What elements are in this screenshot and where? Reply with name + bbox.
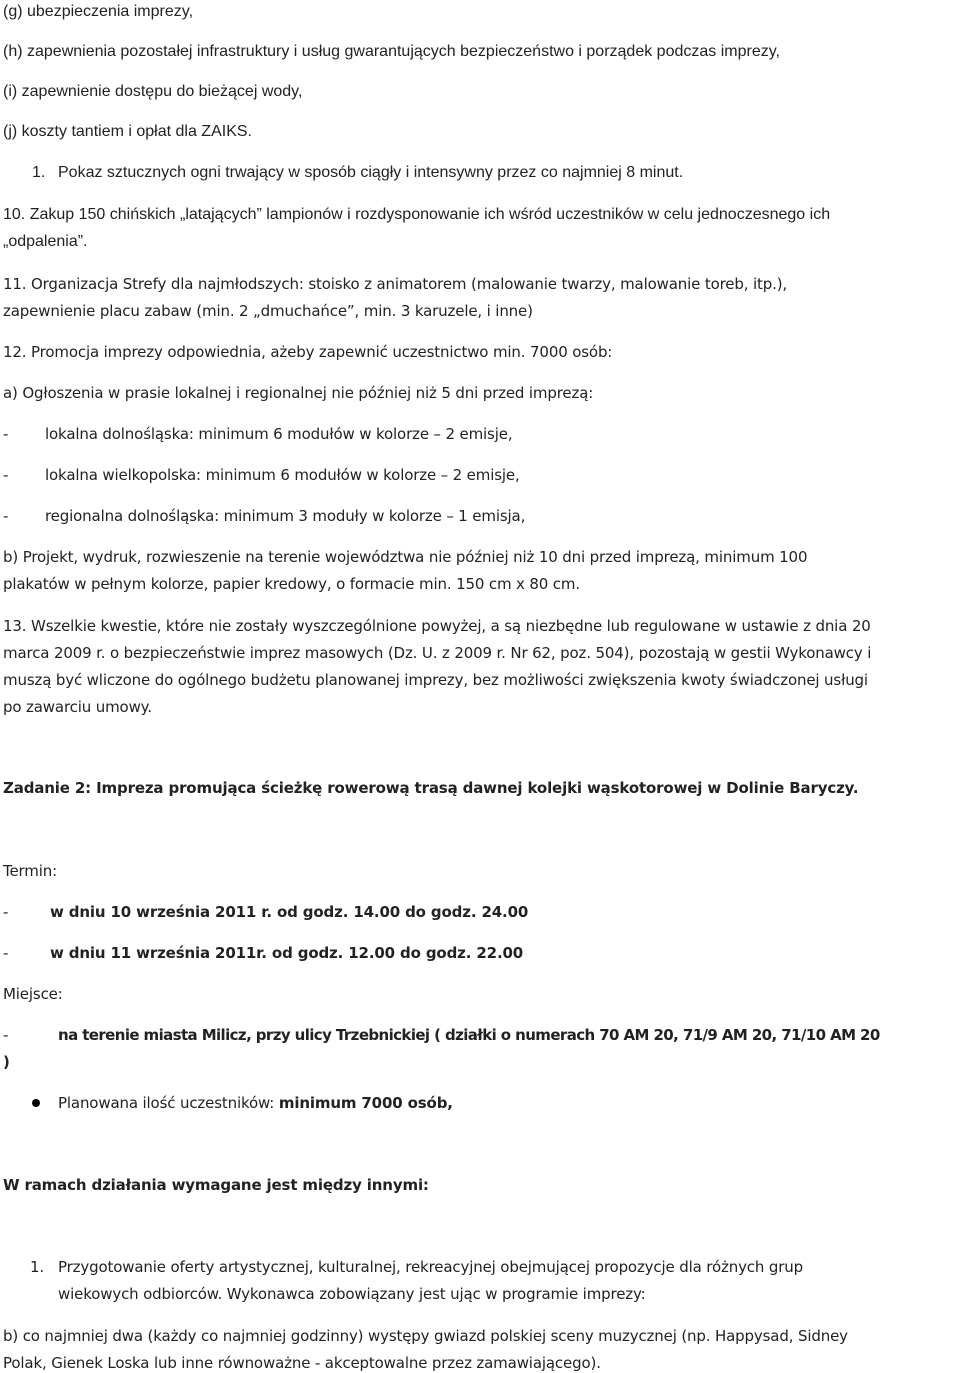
numbered-1-line-2: wiekowych odbiorców. Wykonawca zobowiązany jest ując w programie imprezy: [58, 1285, 646, 1303]
dash-marker-2: - [3, 466, 9, 484]
point-13-line-1: 13. Wszelkie kwestie, które nie zostały wyszczególnione powyżej, a są niezbędne lub regulowane w ustawie z dnia 20 [3, 617, 871, 635]
point-b-line-1: b) Projekt, wydruk, rozwieszenie na terenie województwa nie później niż 10 dni przed imprezą, minimum 100 [3, 548, 808, 566]
point-11-line-1: 11. Organizacja Strefy dla najmłodszych: stoisko z animatorem (malowanie twarzy, malowanie toreb, itp.), [3, 275, 788, 293]
requirements-heading: W ramach działania wymagane jest między innymi: [3, 1176, 429, 1194]
numbered-b-line-1: b) co najmniej dwa (każdy co najmniej godzinny) występy gwiazd polskiej sceny muzycznej (np. Happysad, Sidney [3, 1327, 848, 1345]
dash-marker-6: - [3, 1026, 9, 1044]
point-a: a) Ogłoszenia w prasie lokalnej i regionalnej nie później niż 5 dni przed imprezą: [3, 384, 594, 402]
point-13-line-4: po zawarciu umowy. [3, 698, 152, 716]
participants-label: Planowana ilość uczestników: [58, 1094, 279, 1112]
point-10-line-2: „odpalenia”. [3, 233, 88, 250]
termin-date-2: w dniu 11 września 2011r. od godz. 12.00 do godz. 22.00 [50, 944, 524, 962]
participants-line [58, 1093, 453, 1113]
point-13-line-2: marca 2009 r. o bezpieczeństwie imprez masowych (Dz. U. z 2009 r. Nr 62, poz. 504), pozostają w gestii Wykonawcy i [3, 644, 872, 662]
point-10-line-1: 10. Zakup 150 chińskich „latających” lampionów i rozdysponowanie ich wśród uczestników w celu jednoczesnego ich [3, 206, 831, 223]
termin-date-1: w dniu 10 września 2011 r. od godz. 14.00 do godz. 24.00 [50, 903, 529, 921]
sub-item-3: regionalna dolnośląska: minimum 3 moduły w kolorze – 1 emisja, [45, 507, 526, 525]
point-12: 12. Promocja imprezy odpowiednia, ażeby zapewnić uczestnictwo min. 7000 osób: [3, 343, 613, 361]
bullet-icon [32, 1099, 40, 1107]
point-1-number: 1. [32, 164, 46, 181]
item-h: (h) zapewnienia pozostałej infrastruktury i usług gwarantujących bezpieczeństwo i porządek podczas imprezy, [3, 43, 780, 60]
numbered-1-number: 1. [30, 1258, 45, 1276]
dash-marker-4: - [3, 903, 9, 921]
miejsce-label: Miejsce: [3, 985, 63, 1003]
dash-marker-3: - [3, 507, 9, 525]
point-b-line-2: plakatów w pełnym kolorze, papier kredowy, o formacie min. 150 cm x 80 cm. [3, 575, 580, 593]
miejsce-location-close: ) [3, 1053, 10, 1071]
sub-item-2: lokalna wielkopolska: minimum 6 modułów w kolorze – 2 emisje, [45, 466, 520, 484]
dash-marker-5: - [3, 944, 9, 962]
dash-marker-1: - [3, 425, 9, 443]
numbered-b-line-2: Polak, Gienek Loska lub inne równoważne - akceptowalne przez zamawiającego). [3, 1354, 601, 1372]
sub-item-1: lokalna dolnośląska: minimum 6 modułów w kolorze – 2 emisje, [45, 425, 513, 443]
point-1-text: Pokaz sztucznych ogni trwający w sposób ciągły i intensywny przez co najmniej 8 minut. [58, 164, 684, 181]
participants-value: minimum 7000 osób, [278, 1094, 453, 1112]
numbered-1-line-1: Przygotowanie oferty artystycznej, kulturalnej, rekreacyjnej obejmującej propozycje dla różnych grup [58, 1258, 803, 1276]
item-i: (i) zapewnienie dostępu do bieżącej wody, [3, 83, 303, 100]
point-13-line-3: muszą być wliczone do ogólnego budżetu planowanej imprezy, bez możliwości zwiększenia kwoty świadczonej usługi [3, 671, 868, 689]
item-g: (g) ubezpieczenia imprezy, [3, 3, 194, 20]
item-j: (j) koszty tantiem i opłat dla ZAIKS. [3, 123, 252, 140]
task-heading: Zadanie 2: Impreza promująca ścieżkę rowerową trasą dawnej kolejki wąskotorowej w Dolinie Baryczy. [3, 779, 859, 797]
termin-label: Termin: [3, 862, 58, 880]
point-11-line-2: zapewnienie placu zabaw (min. 2 „dmuchańce”, min. 3 karuzele, i inne) [3, 302, 533, 320]
miejsce-location: na terenie miasta Milicz, przy ulicy Trzebnickiej ( działki o numerach 70 AM 20, 71/9 AM 20, 71/10 AM 20 [58, 1026, 880, 1044]
